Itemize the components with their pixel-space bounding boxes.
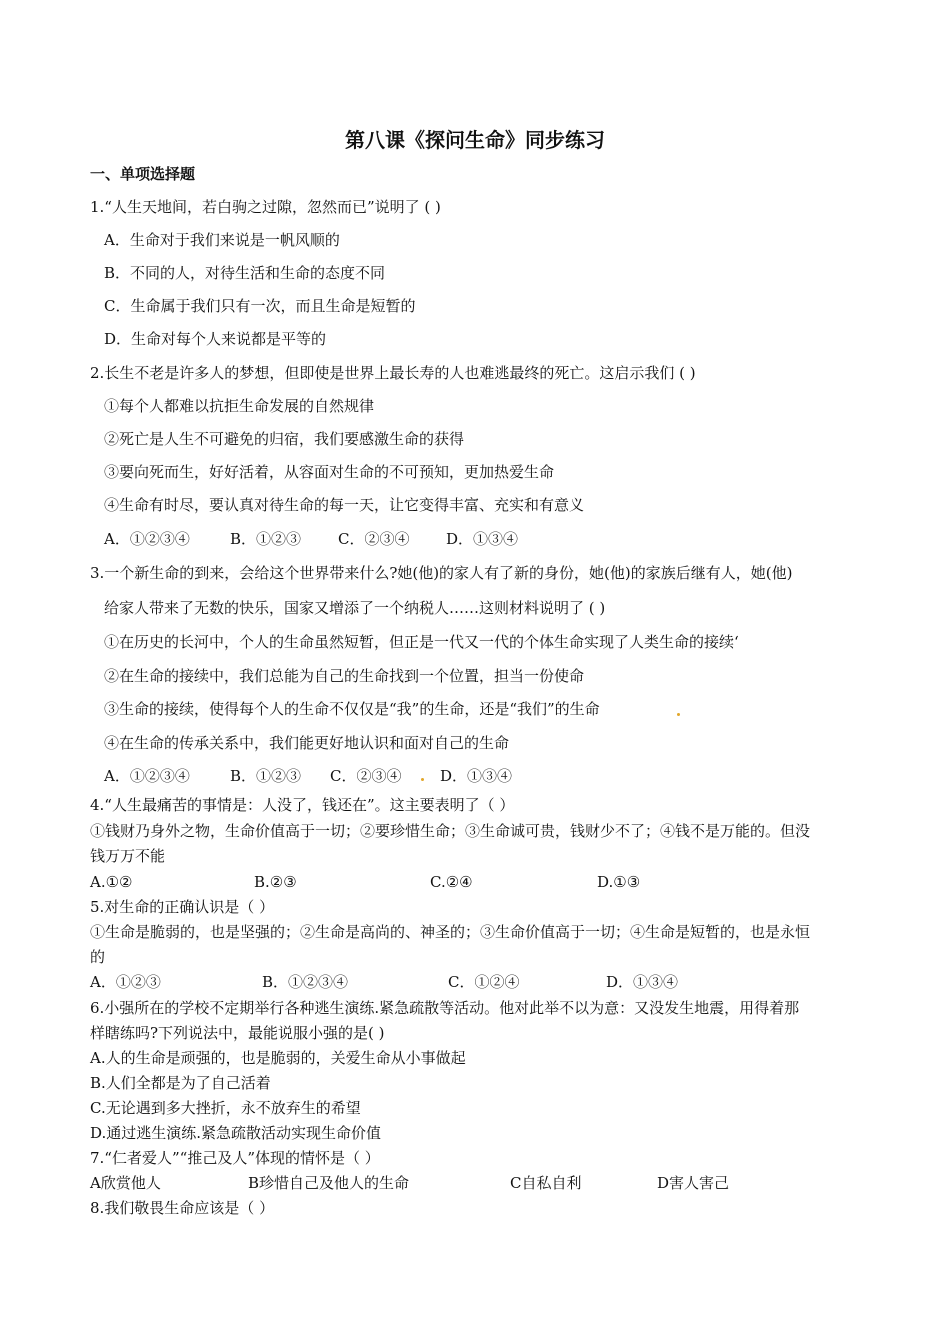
question-3-option-a: A．①②③④ xyxy=(104,767,190,785)
question-4-option-d: D.①③ xyxy=(597,873,641,891)
question-1-option-d: D．生命对每个人来说都是平等的 xyxy=(104,330,327,348)
question-4-body-line-1: ①钱财乃身外之物，生命价值高于一切；②要珍惜生命；③生命诚可贵，钱财少不了；④钱不是万能的。但没 xyxy=(90,822,811,840)
question-3-option-b: B．①②③ xyxy=(230,767,302,785)
question-2-item-4: ④生命有时尽，要认真对待生命的每一天，让它变得丰富、充实和有意义 xyxy=(104,496,585,514)
question-7-option-b: B珍惜自己及他人的生命 xyxy=(248,1174,410,1192)
question-3-item-2: ②在生命的接续中，我们总能为自己的生命找到一个位置，担当一份使命 xyxy=(104,667,585,685)
question-1-option-a: A．生命对于我们来说是一帆风顺的 xyxy=(104,231,340,249)
question-6-option-a: A.人的生命是顽强的，也是脆弱的，关爱生命从小事做起 xyxy=(90,1049,466,1067)
question-2-option-a: A．①②③④ xyxy=(104,530,190,548)
question-1-option-c: C．生命属于我们只有一次，而且生命是短暂的 xyxy=(104,297,416,315)
question-2-option-b: B．①②③ xyxy=(230,530,302,548)
question-7-stem: 7.“仁者爱人”“推己及人”体现的情怀是（ ） xyxy=(90,1149,380,1167)
question-5-option-d: D．①③④ xyxy=(606,973,679,991)
question-3-option-d: D．①③④ xyxy=(440,767,513,785)
question-2-item-1: ①每个人都难以抗拒生命发展的自然规律 xyxy=(104,397,375,415)
question-2-stem: 2.长生不老是许多人的梦想，但即使是世界上最长寿的人也难逃最终的死亡。这启示我们 ( ) xyxy=(90,364,696,382)
section-heading: 一、单项选择题 xyxy=(90,165,196,183)
question-8-stem: 8.我们敬畏生命应该是（ ） xyxy=(90,1199,275,1217)
question-5-body-line-1: ①生命是脆弱的，也是坚强的；②生命是高尚的、神圣的；③生命价值高于一切；④生命是短暂的，也是永恒 xyxy=(90,923,811,941)
question-6-stem-line-1: 6.小强所在的学校不定期举行各种逃生演练.紧急疏散等活动。他对此举不以为意：又没发生地震，用得着那 xyxy=(90,999,800,1017)
ink-speck xyxy=(677,713,680,716)
question-7-option-a: A欣赏他人 xyxy=(90,1174,161,1192)
question-6-stem-line-2: 样瞎练吗?下列说法中，最能说服小强的是( ) xyxy=(90,1024,385,1042)
question-1-option-b: B．不同的人，对待生活和生命的态度不同 xyxy=(104,264,386,282)
question-4-option-c: C.②④ xyxy=(430,873,473,891)
question-4-option-a: A.①② xyxy=(90,873,133,891)
ink-speck xyxy=(421,778,424,781)
question-6-option-b: B.人们全都是为了自己活着 xyxy=(90,1074,271,1092)
question-3-item-4: ④在生命的传承关系中，我们能更好地认识和面对自己的生命 xyxy=(104,734,510,752)
question-6-option-d: D.通过逃生演练.紧急疏散活动实现生命价值 xyxy=(90,1124,382,1142)
question-5-option-c: C．①②④ xyxy=(448,973,520,991)
question-4-stem: 4.“人生最痛苦的事情是：人没了，钱还在”。这主要表明了（ ） xyxy=(90,796,515,814)
question-4-body-line-2: 钱万万不能 xyxy=(90,847,166,865)
question-2-item-3: ③要向死而生，好好活着，从容面对生命的不可预知，更加热爱生命 xyxy=(104,463,555,481)
question-5-stem: 5.对生命的正确认识是（ ） xyxy=(90,898,275,916)
question-2-item-2: ②死亡是人生不可避免的归宿，我们要感激生命的获得 xyxy=(104,430,465,448)
question-5-option-b: B．①②③④ xyxy=(262,973,349,991)
question-6-option-c: C.无论遇到多大挫折，永不放弃生的希望 xyxy=(90,1099,361,1117)
question-5-option-a: A．①②③ xyxy=(90,973,161,991)
question-3-stem-line-2: 给家人带来了无数的快乐，国家又增添了一个纳税人……这则材料说明了 ( ) xyxy=(104,599,606,617)
page-title: 第八课《探问生命》同步练习 xyxy=(345,128,605,152)
question-2-option-d: D．①③④ xyxy=(446,530,519,548)
question-7-option-c: C自私自利 xyxy=(510,1174,582,1192)
question-3-option-c: C．②③④ xyxy=(330,767,402,785)
question-7-option-d: D害人害己 xyxy=(657,1174,730,1192)
question-5-body-line-2: 的 xyxy=(90,948,106,966)
question-3-item-1: ①在历史的长河中，个人的生命虽然短暂，但正是一代又一代的个体生命实现了人类生命的接续‘ xyxy=(104,633,739,651)
question-3-stem-line-1: 3.一个新生命的到来，会给这个世界带来什么?她(他)的家人有了新的身份，她(他)的家族后继有人，她(他) xyxy=(90,564,793,582)
question-3-item-3: ③生命的接续，使得每个人的生命不仅仅是“我”的生命，还是“我们”的生命 xyxy=(104,700,600,718)
question-1-stem: 1.“人生天地间，若白驹之过隙，忽然而已”说明了 ( ) xyxy=(90,198,441,216)
question-2-option-c: C．②③④ xyxy=(338,530,410,548)
question-4-option-b: B.②③ xyxy=(254,873,297,891)
